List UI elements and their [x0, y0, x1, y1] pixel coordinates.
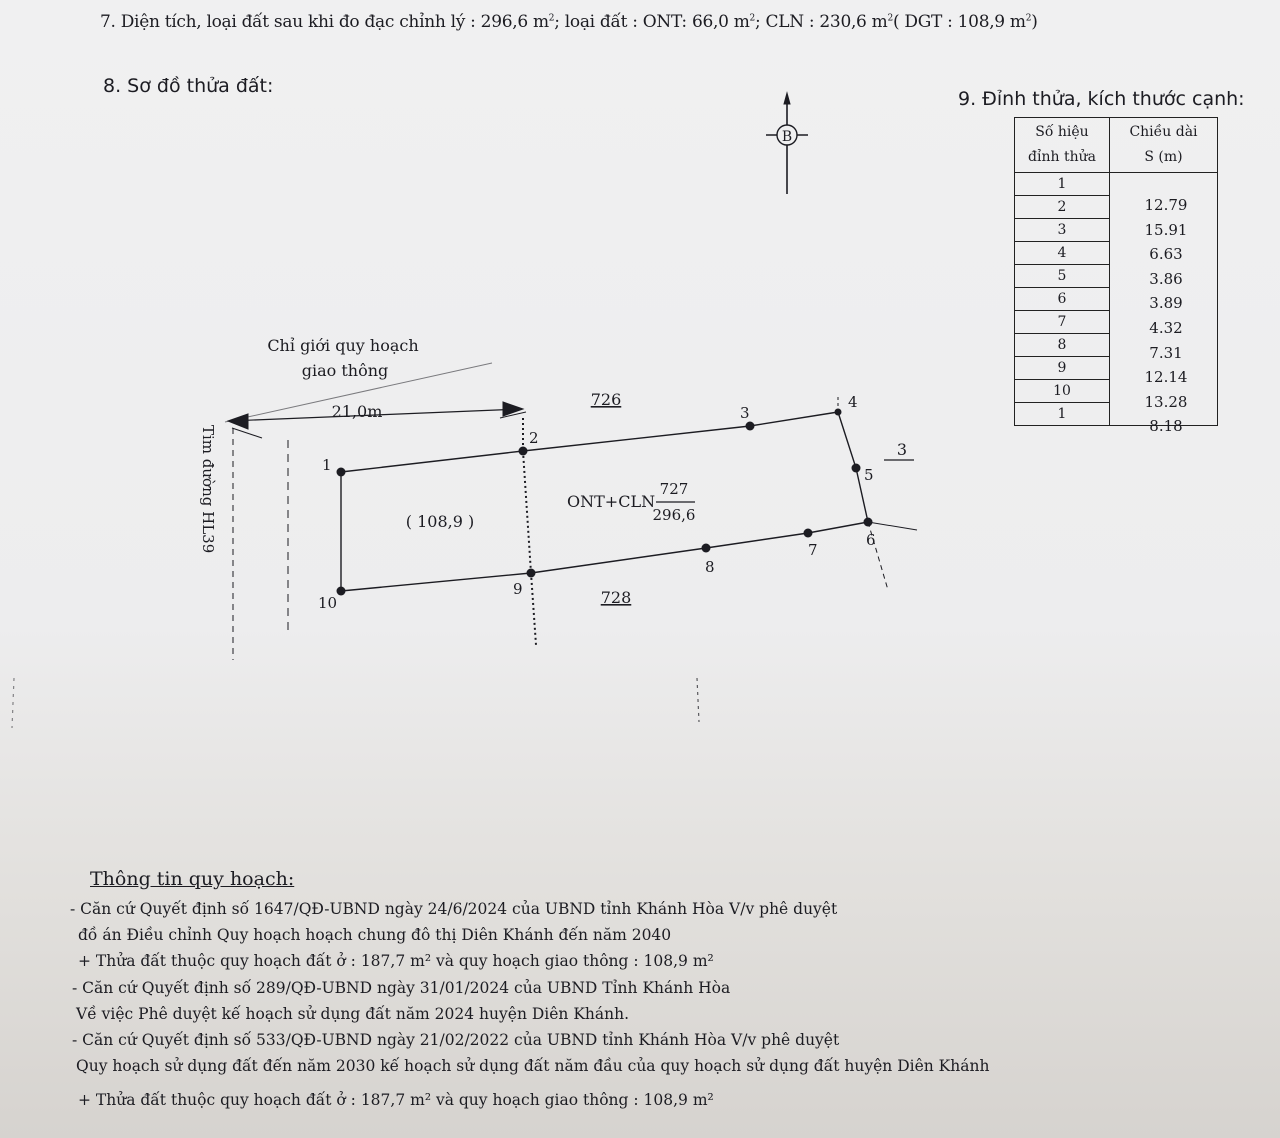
point-10: [337, 587, 346, 596]
neighbor-parcel-3: 3: [896, 440, 908, 459]
planning-line: - Căn cứ Quyết định số 1647/QĐ-UBND ngày 24/6/2024 của UBND tỉnh Khánh Hòa V/v phê duyệt: [70, 900, 838, 918]
planning-info: [70, 868, 989, 1114]
vertex-cell: 3: [1015, 219, 1110, 242]
point-label-7: 7: [808, 541, 818, 559]
vertex-cell: 1: [1015, 403, 1110, 426]
area-summary-line: 7. Diện tích, loại đất sau khi đo đạc chỉnh lý : 296,6 $m^2$; loại đất : ONT: 66,0 $m^2$; CLN : 230,6 $m^2$( DGT : 108,9 $m^2$): [100, 12, 1038, 32]
dgt-area-label: ( 108,9 ): [405, 512, 475, 531]
vertex-cell: 4: [1015, 242, 1110, 265]
point-6: [864, 518, 873, 527]
vertex-table-heading: 9. Đỉnh thửa, kích thước cạnh:: [958, 88, 1245, 110]
edge-length: 3.86: [1149, 269, 1183, 288]
north-letter: B: [781, 129, 793, 145]
vertex-cell: 7: [1015, 311, 1110, 334]
point-9: [527, 569, 536, 578]
col-length-header: Chiều dài S (m): [1110, 118, 1218, 173]
ink-mark: [697, 678, 699, 722]
edge-length: 3.89: [1149, 294, 1183, 313]
point-label-3: 3: [740, 404, 750, 422]
planning-line: Về việc Phê duyệt kế hoạch sử dụng đất năm 2024 huyện Diên Khánh.: [76, 1004, 630, 1023]
point-label-10: 10: [318, 594, 338, 612]
col-vertex-header: Số hiệu đỉnh thửa: [1015, 118, 1110, 173]
point-label-5: 5: [864, 466, 874, 484]
edge-length: 12.79: [1144, 196, 1188, 214]
point-1: [337, 468, 346, 477]
point-3: [746, 422, 755, 431]
point-8: [702, 544, 711, 553]
vertex-cell: 10: [1015, 380, 1110, 403]
vertex-cell: 9: [1015, 357, 1110, 380]
parcel-number: 727: [659, 480, 689, 498]
planning-line: + Thửa đất thuộc quy hoạch đất ở : 187,7 m² và quy hoạch giao thông : 108,9 m²: [78, 952, 714, 971]
planning-line: - Căn cứ Quyết định số 289/QĐ-UBND ngày 31/01/2024 của UBND Tỉnh Khánh Hòa: [72, 978, 731, 997]
planning-line: + Thửa đất thuộc quy hoạch đất ở : 187,7 m² và quy hoạch giao thông : 108,9 m²: [78, 1091, 714, 1110]
edge-length: 15.91: [1144, 220, 1188, 239]
road-name-label: Tim đường HL39: [199, 425, 217, 554]
edge-length: 6.63: [1149, 245, 1183, 264]
vertex-cell: 6: [1015, 288, 1110, 311]
point-label-1: 1: [322, 456, 332, 474]
planning-line: đồ án Điều chỉnh Quy hoạch hoạch chung đô thị Diên Khánh đến năm 2040: [78, 926, 672, 945]
point-label-6: 6: [866, 531, 876, 549]
edge-length: 12.14: [1144, 368, 1188, 387]
vertex-cell: 5: [1015, 265, 1110, 288]
vertex-cell: 2: [1015, 196, 1110, 219]
north-arrow-icon: [766, 93, 808, 194]
edge-length: 7.31: [1149, 343, 1183, 362]
vertex-cell: 1: [1015, 173, 1110, 196]
road-width-label: 21,0m: [331, 402, 383, 421]
parcel-diagram-heading: 8. Sơ đồ thửa đất:: [103, 75, 274, 97]
edge-length: 4.32: [1149, 318, 1183, 337]
planning-line: - Căn cứ Quyết định số 533/QĐ-UBND ngày 21/02/2022 của UBND tỉnh Khánh Hòa V/v phê duyệt: [72, 1031, 840, 1050]
land-type-label: ONT+CLN: [567, 492, 656, 511]
ink-mark: [12, 678, 14, 728]
diagram-annotations: [199, 336, 914, 607]
parcel-area: 296,6: [652, 506, 696, 524]
edge-length: 13.28: [1144, 392, 1188, 411]
road-label-line2: giao thông: [301, 361, 389, 380]
vertex-cell: 8: [1015, 334, 1110, 357]
edge-length: 8.18: [1149, 417, 1183, 436]
point-2: [519, 447, 528, 456]
point-7: [804, 529, 813, 538]
point-4: [835, 409, 842, 416]
road-label-line1: Chỉ giới quy hoạch: [267, 336, 419, 355]
point-label-4: 4: [848, 393, 858, 411]
neighbor-parcel-726: 726: [590, 390, 622, 409]
point-label-8: 8: [705, 558, 715, 576]
neighbor-parcel-728: 728: [600, 588, 632, 607]
point-label-9: 9: [513, 580, 523, 598]
planning-title: Thông tin quy hoạch:: [90, 868, 295, 890]
planning-line: Quy hoạch sử dụng đất đến năm 2030 kế hoạch sử dụng đất năm đầu của quy hoạch sử dụng đất huyện Diên Khánh: [76, 1057, 990, 1076]
point-label-2: 2: [529, 429, 539, 447]
point-5: [852, 464, 861, 473]
